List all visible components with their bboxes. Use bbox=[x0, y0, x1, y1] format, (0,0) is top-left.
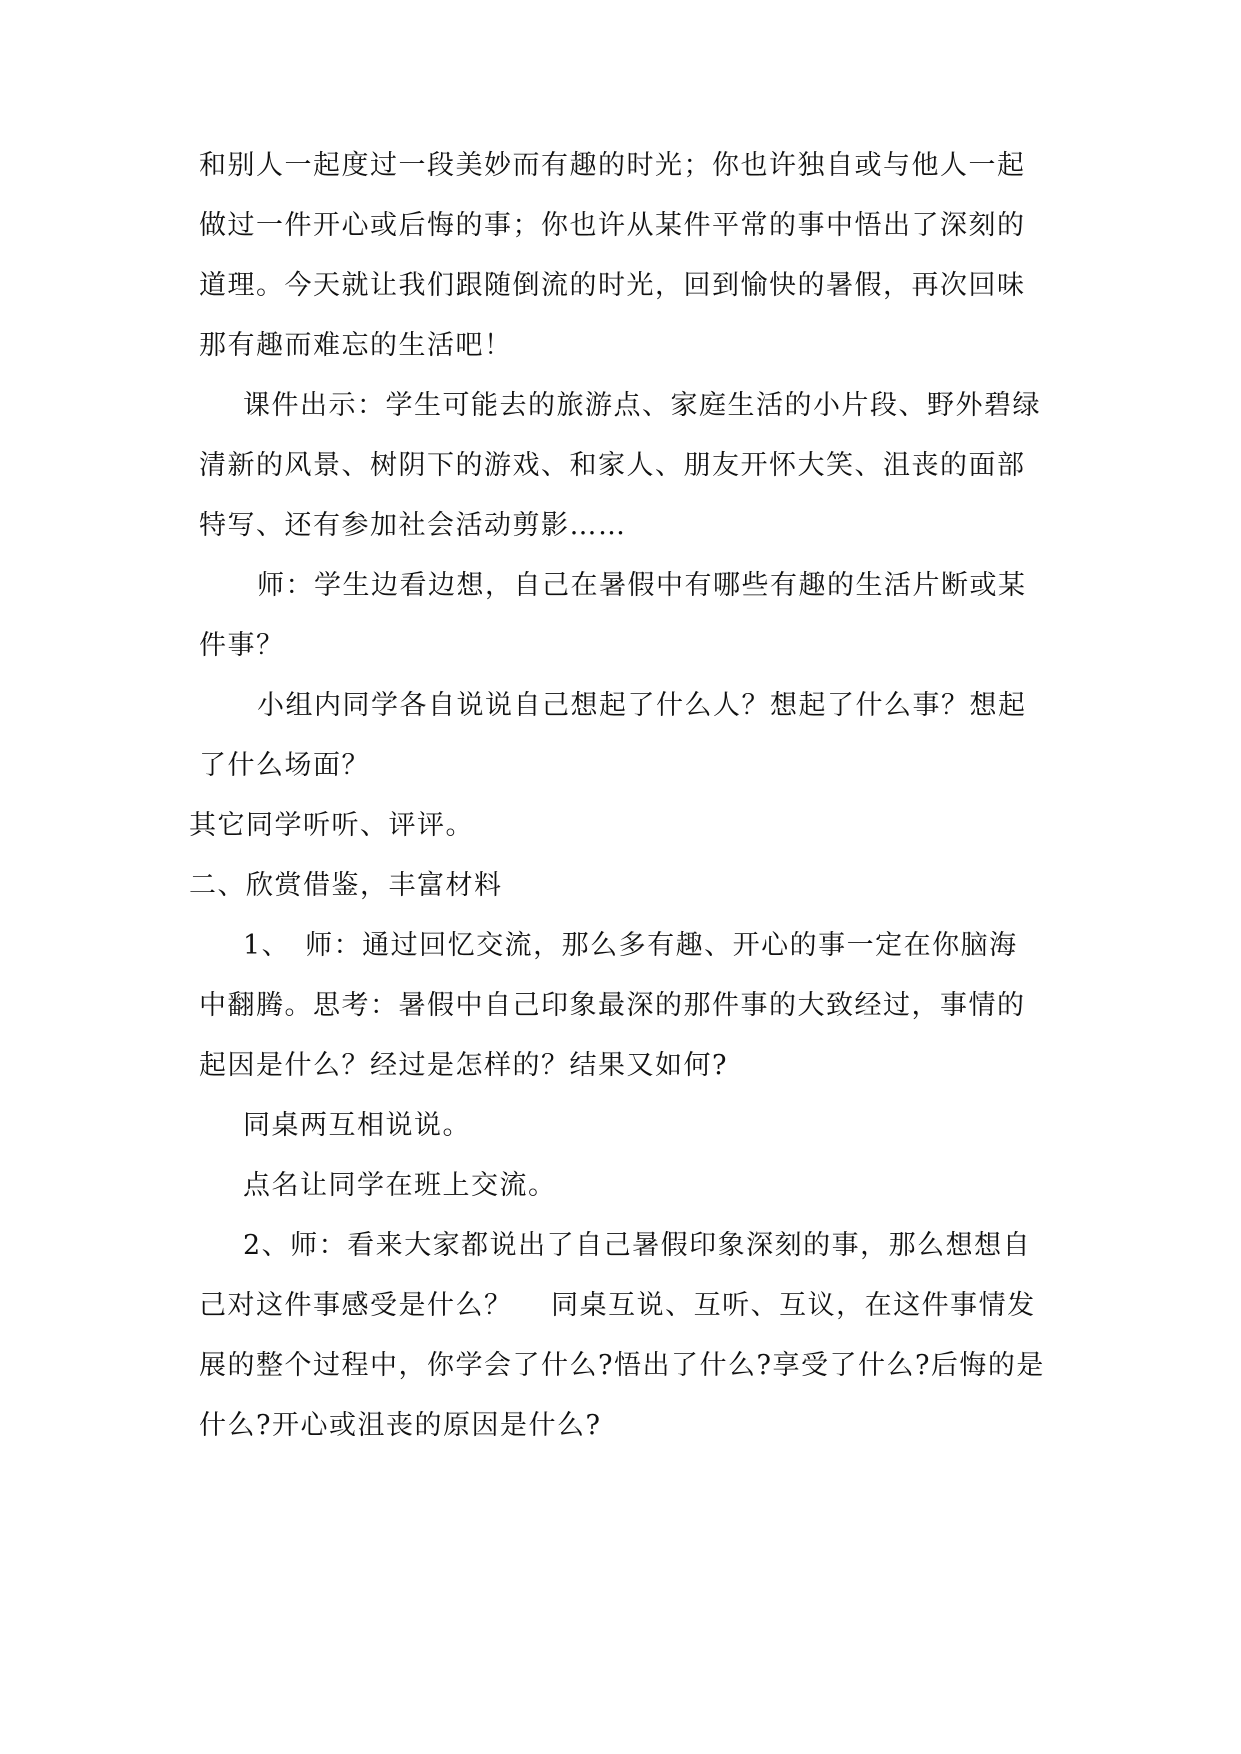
text-line: 道理。今天就让我们跟随倒流的时光，回到愉快的暑假，再次回味 bbox=[199, 270, 1026, 301]
text-line: 小组内同学各自说说自己想起了什么人？想起了什么事？想起 bbox=[257, 690, 1027, 721]
text-line: 什么?开心或沮丧的原因是什么? bbox=[199, 1410, 602, 1441]
text-line: 同桌两互相说说。 bbox=[243, 1110, 471, 1141]
text-line: 2、师：看来大家都说出了自己暑假印象深刻的事，那么想想自 bbox=[243, 1230, 1032, 1261]
text-line: 特写、还有参加社会活动剪影…… bbox=[199, 510, 627, 541]
text-line: 那有趣而难忘的生活吧！ bbox=[199, 330, 513, 361]
text-line: 件事？ bbox=[199, 630, 285, 661]
text-line: 中翻腾。思考：暑假中自己印象最深的那件事的大致经过，事情的 bbox=[199, 990, 1026, 1021]
text-line: 了什么场面？ bbox=[199, 750, 370, 781]
text-line: 起因是什么？经过是怎样的？结果又如何? bbox=[199, 1050, 728, 1081]
text-line: 清新的风景、树阴下的游戏、和家人、朋友开怀大笑、沮丧的面部 bbox=[199, 450, 1026, 481]
text-line: 其它同学听听、评评。 bbox=[189, 810, 474, 841]
text-line: 做过一件开心或后悔的事；你也许从某件平常的事中悟出了深刻的 bbox=[199, 210, 1026, 241]
text-line: 和别人一起度过一段美妙而有趣的时光；你也许独自或与他人一起 bbox=[199, 150, 1026, 181]
text-line: 师：学生边看边想，自己在暑假中有哪些有趣的生活片断或某 bbox=[257, 570, 1027, 601]
text-line: 点名让同学在班上交流。 bbox=[243, 1170, 557, 1201]
text-line: 展的整个过程中，你学会了什么?悟出了什么?享受了什么?后悔的是 bbox=[199, 1350, 1045, 1381]
text-line: 1、 师：通过回忆交流，那么多有趣、开心的事一定在你脑海 bbox=[243, 930, 1018, 961]
section-heading: 二、欣赏借鉴，丰富材料 bbox=[189, 870, 503, 901]
text-line: 己对这件事感受是什么？ 同桌互说、互听、互议，在这件事情发 bbox=[199, 1290, 1036, 1321]
text-line: 课件出示：学生可能去的旅游点、家庭生活的小片段、野外碧绿 bbox=[243, 390, 1041, 421]
